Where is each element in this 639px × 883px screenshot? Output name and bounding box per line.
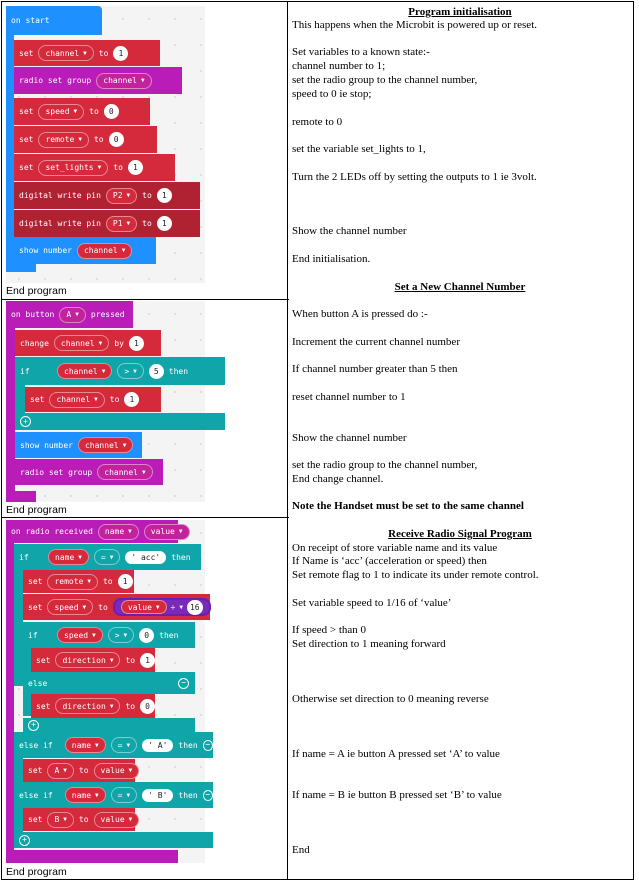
remove-else-if-icon[interactable]: − xyxy=(203,790,213,801)
on-radio-hat[interactable]: on radio received name ▼ value ▼ xyxy=(6,520,178,543)
number-input[interactable]: 1 xyxy=(157,188,172,203)
column-divider xyxy=(287,1,288,880)
if-acc-block[interactable]: if name ▼ = ▼ ' acc' then xyxy=(14,544,201,570)
digital-write-p1-block[interactable]: digital write pin P1 ▼ to 1 xyxy=(14,210,200,237)
text-line: set the radio group to the channel number, xyxy=(292,459,478,471)
set-a-block[interactable]: set A ▼ to value ▼ xyxy=(23,759,135,782)
variable-dropdown[interactable]: channel ▼ xyxy=(49,392,104,408)
variable-dropdown[interactable]: remote ▼ xyxy=(47,574,98,590)
show-number-block[interactable]: show number channel ▼ xyxy=(15,432,142,458)
text-line: Turn the 2 LEDs off by setting the outputs to 1 ie 3volt. xyxy=(292,171,537,183)
variable-dropdown[interactable]: name ▼ xyxy=(48,549,89,565)
param-name[interactable]: name ▼ xyxy=(98,524,139,540)
variable-dropdown[interactable]: set_lights ▼ xyxy=(38,160,108,176)
number-input[interactable]: 1 xyxy=(113,46,128,61)
else-block[interactable]: else − xyxy=(23,672,195,694)
variable-dropdown[interactable]: value ▼ xyxy=(94,763,140,779)
text-line: speed to 0 ie stop; xyxy=(292,88,372,100)
text-line: When button A is pressed do :- xyxy=(292,308,428,320)
set-channel-reset-block[interactable]: set channel ▼ to 1 xyxy=(25,387,161,412)
pin-dropdown[interactable]: P1 ▼ xyxy=(106,216,137,232)
variable-dropdown[interactable]: A ▼ xyxy=(47,763,73,779)
text-line: If channel number greater than 5 then xyxy=(292,363,458,375)
text-line: Show the channel number xyxy=(292,432,407,444)
button-dropdown[interactable]: A ▼ xyxy=(59,307,85,323)
number-input[interactable]: 1 xyxy=(129,336,144,351)
radio-set-group-block[interactable]: radio set group channel ▼ xyxy=(14,67,182,94)
workspace-on-start xyxy=(6,6,205,283)
row-divider-1 xyxy=(1,299,289,300)
remove-else-if-icon[interactable]: − xyxy=(203,740,213,751)
param-value[interactable]: value ▼ xyxy=(144,524,190,540)
text-input[interactable]: ' acc' xyxy=(125,551,166,564)
row-divider-2 xyxy=(1,517,289,518)
set-channel-block[interactable]: set channel ▼ to 1 xyxy=(14,40,160,66)
variable-dropdown[interactable]: channel ▼ xyxy=(96,73,151,89)
if-acc-spine xyxy=(14,570,23,686)
set-speed-block[interactable]: set speed ▼ to 0 xyxy=(14,98,150,125)
text-line: Set variable speed to 1/16 of ‘value’ xyxy=(292,597,452,609)
caption-end-program-1: End program xyxy=(6,285,67,297)
variable-dropdown[interactable]: name ▼ xyxy=(65,787,106,803)
operator-dropdown[interactable]: = ▼ xyxy=(111,787,137,803)
caption-end-program-2: End program xyxy=(6,504,67,516)
text-line: set the variable set_lights to 1, xyxy=(292,143,426,155)
add-icon[interactable]: + xyxy=(28,720,39,731)
variable-dropdown[interactable]: channel ▼ xyxy=(78,437,133,453)
on-radio-foot xyxy=(6,850,178,863)
text-input[interactable]: ' A' xyxy=(142,739,173,752)
if-block[interactable]: if channel ▼ > ▼ 5 then xyxy=(15,357,225,385)
number-input[interactable]: 1 xyxy=(140,653,155,668)
else-if-a-spine xyxy=(14,758,23,784)
text-line: reset channel number to 1 xyxy=(292,391,406,403)
variable-dropdown[interactable]: direction ▼ xyxy=(55,652,120,668)
variable-dropdown[interactable]: name ▼ xyxy=(65,737,106,753)
variable-dropdown[interactable]: B ▼ xyxy=(47,812,73,828)
variable-dropdown[interactable]: channel ▼ xyxy=(57,363,112,379)
note-text: Note the Handset must be set to the same channel xyxy=(292,500,524,512)
add-icon[interactable]: + xyxy=(20,416,31,427)
variable-dropdown[interactable]: channel ▼ xyxy=(38,45,93,61)
variable-dropdown[interactable]: value ▼ xyxy=(94,812,140,828)
number-input[interactable]: 0 xyxy=(104,104,119,119)
else-if-b-block[interactable]: else if name ▼ = ▼ ' B' then − xyxy=(14,782,213,808)
radio-set-group-block[interactable]: radio set group channel ▼ xyxy=(15,459,163,485)
number-input[interactable]: 1 xyxy=(128,160,143,175)
on-start-hat[interactable] xyxy=(6,6,102,35)
text-line: remote to 0 xyxy=(292,116,343,128)
if-speed-block[interactable]: if speed ▼ > ▼ 0 then xyxy=(23,622,195,648)
add-icon[interactable]: + xyxy=(19,835,30,846)
variable-dropdown[interactable]: channel ▼ xyxy=(97,464,152,480)
set-lights-block[interactable]: set set_lights ▼ to 1 xyxy=(14,154,175,181)
divide-expression[interactable]: value ▼ ÷ ▼ 16 xyxy=(113,598,211,616)
on-start-spine xyxy=(6,35,14,263)
operator-dropdown[interactable]: > ▼ xyxy=(108,627,134,643)
digital-write-p2-block[interactable]: digital write pin P2 ▼ to 1 xyxy=(14,182,200,209)
operator-dropdown[interactable]: = ▼ xyxy=(94,549,120,565)
heading-receive: Receive Radio Signal Program xyxy=(388,528,532,540)
if-speed-foot xyxy=(23,718,195,732)
text-line: End change channel. xyxy=(292,473,384,485)
on-radio-spine xyxy=(6,543,14,863)
set-direction-1-block[interactable]: set direction ▼ to 1 xyxy=(31,648,155,672)
set-direction-0-block[interactable]: set direction ▼ to 0 xyxy=(31,694,155,718)
variable-dropdown[interactable]: speed ▼ xyxy=(47,599,93,615)
text-line: Show the channel number xyxy=(292,225,407,237)
variable-dropdown[interactable]: remote ▼ xyxy=(38,132,89,148)
number-input[interactable]: 5 xyxy=(149,364,164,379)
text-line: Set direction to 1 meaning forward xyxy=(292,638,446,650)
number-input[interactable]: 0 xyxy=(139,628,154,643)
heading-new-channel: Set a New Channel Number xyxy=(394,281,526,293)
on-start-label: on start xyxy=(11,16,50,25)
variable-dropdown[interactable]: speed ▼ xyxy=(57,627,103,643)
on-button-spine xyxy=(6,328,15,493)
variable-dropdown[interactable]: value ▼ xyxy=(121,600,167,614)
if-acc-foot xyxy=(14,832,213,848)
set-remote-block[interactable]: set remote ▼ to 0 xyxy=(14,126,157,153)
number-input[interactable]: 1 xyxy=(124,392,139,407)
workspace-button xyxy=(6,301,205,502)
operator-dropdown[interactable]: = ▼ xyxy=(111,737,137,753)
else-if-a-block[interactable]: else if name ▼ = ▼ ' A' then − xyxy=(14,732,213,758)
if-spine xyxy=(15,385,25,413)
number-input[interactable]: 1 xyxy=(118,574,133,589)
variable-dropdown[interactable]: channel ▼ xyxy=(54,335,109,351)
set-speed-block[interactable]: set speed ▼ to value ▼ ÷ ▼ 16 xyxy=(23,594,210,620)
on-button-foot xyxy=(6,491,36,502)
caption-end-program-3: End program xyxy=(6,866,67,878)
text-line: channel number to 1; xyxy=(292,60,386,72)
pin-dropdown[interactable]: P2 ▼ xyxy=(106,188,137,204)
text-line: If speed > than 0 xyxy=(292,624,367,636)
text-line: Increment the current channel number xyxy=(292,336,460,348)
text-line: Set variables to a known state:- xyxy=(292,46,430,58)
variable-dropdown[interactable]: direction ▼ xyxy=(55,698,120,714)
on-button-hat[interactable]: on button A ▼ pressed xyxy=(6,301,133,328)
text-line: If name = A ie button A pressed set ‘A’ to value xyxy=(292,748,500,760)
remove-else-icon[interactable]: − xyxy=(178,678,189,689)
variable-dropdown[interactable]: channel ▼ xyxy=(77,243,132,259)
text-line: If name = B ie button B pressed set ‘B’ to value xyxy=(292,789,502,801)
set-remote-block[interactable]: set remote ▼ to 1 xyxy=(23,570,134,593)
number-input[interactable]: 16 xyxy=(187,600,203,615)
set-b-block[interactable]: set B ▼ to value ▼ xyxy=(23,808,135,831)
number-input[interactable]: 1 xyxy=(157,216,172,231)
text-line: set the radio group to the channel number, xyxy=(292,74,478,86)
text-line: Set remote flag to 1 to indicate its under remote control. xyxy=(292,569,539,581)
else-if-b-spine xyxy=(14,808,23,834)
operator-dropdown[interactable]: > ▼ xyxy=(117,363,143,379)
show-number-block[interactable]: show number channel ▼ xyxy=(14,237,156,264)
number-input[interactable]: 0 xyxy=(109,132,124,147)
workspace-radio xyxy=(6,520,211,863)
text-line: End initialisation. xyxy=(292,253,371,265)
number-input[interactable]: 0 xyxy=(140,699,155,714)
if-foot xyxy=(15,413,225,430)
text-input[interactable]: ' B' xyxy=(142,789,173,802)
text-line: Otherwise set direction to 0 meaning reverse xyxy=(292,693,489,705)
heading-program-init: Program initialisation xyxy=(408,6,512,18)
change-channel-block[interactable]: change channel ▼ by 1 xyxy=(15,330,161,356)
variable-dropdown[interactable]: speed ▼ xyxy=(38,104,84,120)
text-line: On receipt of store variable name and its value xyxy=(292,542,498,554)
text-line: End xyxy=(292,844,310,856)
text-line: If Name is ‘acc’ (acceleration or speed) then xyxy=(292,555,487,567)
text-line: This happens when the Microbit is powered up or reset. xyxy=(292,19,537,31)
